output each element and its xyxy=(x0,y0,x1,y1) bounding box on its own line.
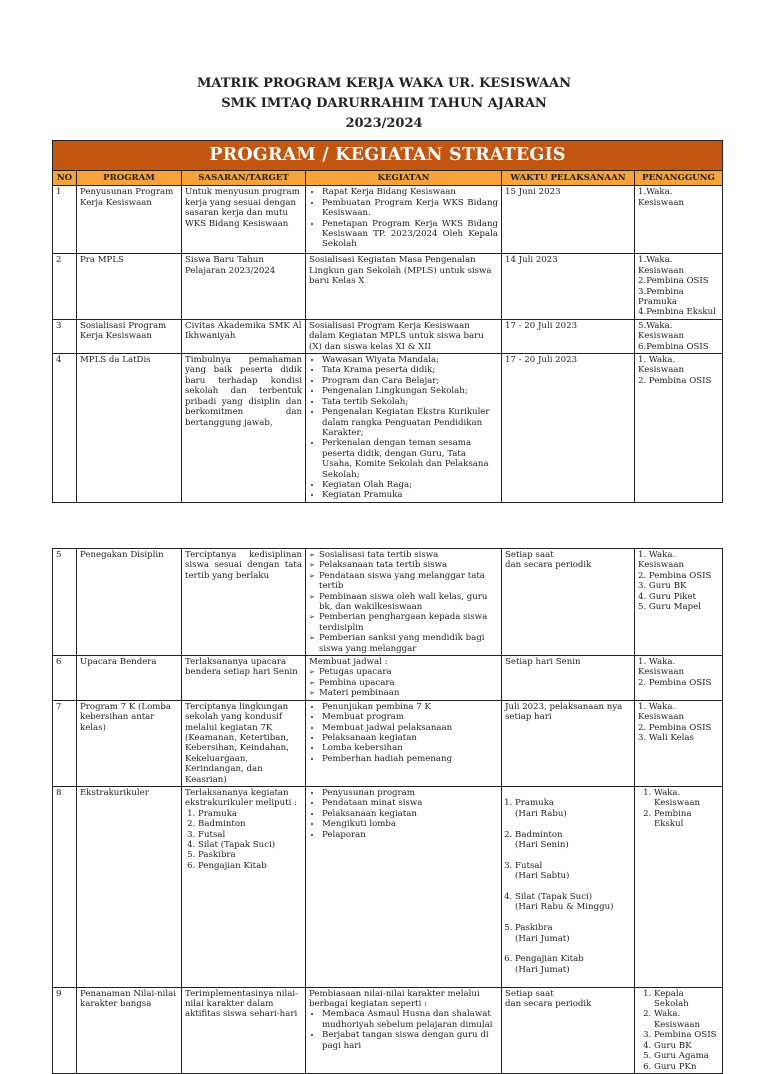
col-time: WAKTU PELAKSANAAN xyxy=(502,171,635,186)
pic-item: 1. Kepala Sekolah xyxy=(654,989,719,1010)
activity-item: ➢ Pendataan siswa yang melanggar tata tertib xyxy=(319,571,498,592)
time-item: 1. Pramuka (Hari Rabu) xyxy=(515,798,631,819)
activity-item: • Penyusunan program xyxy=(322,788,498,798)
banner-title: PROGRAM / KEGIATAN STRATEGIS xyxy=(53,141,723,171)
activity-item: ➢ Pemberian penghargaan kepada siswa terdisiplin xyxy=(319,612,498,633)
row-activities: Sosialisasi Kegiatan Masa Pengenalan Lingkun gan Sekolah (MPLS) untuk siswa baru Kelas X xyxy=(306,254,502,319)
activity-item: • Tata Krama peserta didik; xyxy=(322,365,498,375)
row-time: Setiap hari Senin xyxy=(502,656,635,701)
row-program: Pra MPLS xyxy=(77,254,182,319)
activity-item: • Lomba kebersihan xyxy=(322,743,498,753)
row-program: Program 7 K (Lomba kebersihan antar kelas) xyxy=(77,700,182,786)
row-no: 2 xyxy=(53,254,77,319)
table-row xyxy=(53,186,723,254)
activity-item: • Pendataan minat siswa xyxy=(322,798,498,808)
row-no: 3 xyxy=(53,319,77,353)
row-target xyxy=(182,786,306,987)
row-activities xyxy=(306,987,502,1073)
time-item: 2. Badminton (Hari Senin) xyxy=(515,830,631,851)
activity-item: • Tata tertib Sekolah; xyxy=(322,397,498,407)
row-program: MPLS da LatDis xyxy=(77,354,182,503)
activity-item: • Mengikuti lomba xyxy=(322,819,498,829)
activity-item: ➢ Sosialisasi tata tertib siswa xyxy=(319,550,498,560)
row-time: 17 - 20 Juli 2023 xyxy=(502,354,635,503)
row-time: 15 Juni 2023 xyxy=(502,186,635,254)
table-header-row xyxy=(53,171,723,186)
table-row xyxy=(53,254,723,319)
row-time: 14 Juli 2023 xyxy=(502,254,635,319)
row-target: Civitas Akademika SMK Al Ikhwaniyah xyxy=(182,319,306,353)
activity-item: • Wawasan Wiyata Mandala; xyxy=(322,355,498,365)
table-row xyxy=(53,549,723,656)
activity-item: ➢ Pembina upacara xyxy=(319,678,498,688)
row-activities xyxy=(306,656,502,701)
title-line-1: MATRIK PROGRAM KERJA WAKA UR. KESISWAAN xyxy=(196,76,572,91)
pic-item: 2. Waka. Kesiswaan xyxy=(654,1009,719,1030)
row-activities xyxy=(306,700,502,786)
row-no: 4 xyxy=(53,354,77,503)
target-item: 5. Paskibra xyxy=(198,850,302,860)
activity-item: ➢ Pembinaan siswa oleh wali kelas, guru bk, dan wakilkesiswaan xyxy=(319,592,498,613)
target-intro: Terlaksananya kegiatan ekstrakurikuler meliputi : xyxy=(185,787,297,809)
table-row xyxy=(53,656,723,701)
row-program: Sosialisasi Program Kerja Kesiswaan xyxy=(77,319,182,353)
col-pic: PENANGGUNG xyxy=(635,171,723,186)
row-time: 17 - 20 Juli 2023 xyxy=(502,319,635,353)
row-pic: 5.Waka. Kesiswaan 6.Pembina OSIS xyxy=(635,319,723,353)
time-item: 5. Paskibra (Hari Jumat) xyxy=(515,923,631,944)
row-no: 6 xyxy=(53,656,77,701)
activity-item: • Rapat Kerja Bidang Kesiswaan xyxy=(322,187,498,197)
title-line-3: 2023/2024 xyxy=(345,116,423,131)
time-item: 4. Silat (Tapak Suci) (Hari Rabu & Minggu) xyxy=(515,892,631,913)
strategic-table-page2 xyxy=(52,548,723,1074)
row-activities xyxy=(306,549,502,656)
row-program: Upacara Bendera xyxy=(77,656,182,701)
activity-item: • Pengenalan Lingkungan Sekolah; xyxy=(322,386,498,396)
row-time: Setiap saat dan secara periodik xyxy=(502,549,635,656)
activity-item: • Pelaksanaan kegiatan xyxy=(322,809,498,819)
activity-item: • Membuat jadwal pelaksanaan xyxy=(322,723,498,733)
table-row xyxy=(53,319,723,353)
activity-item: • Membuat program xyxy=(322,712,498,722)
table-row xyxy=(53,786,723,987)
col-program: PROGRAM xyxy=(77,171,182,186)
table-row xyxy=(53,354,723,503)
pic-item: 5. Guru Agama xyxy=(654,1051,719,1061)
activity-item: • Penetapan Program Kerja WKS Bidang Kesiswaan TP. 2023/2024 Oleh Kepala Sekolah xyxy=(322,219,498,250)
row-no: 8 xyxy=(53,786,77,987)
activity-item: • Pelaksanaan kegiatan xyxy=(322,733,498,743)
activity-item: • Pembuatan Program Kerja WKS Bidang Kesiswaan. xyxy=(322,198,498,219)
row-program: Penyusunan Program Kerja Kesiswaan xyxy=(77,186,182,254)
activity-item: • Perkenalan dengan teman sesama peserta didik, dengan Guru, Tata Usaha, Komite Sekolah dan Pelaksana Sekolah; xyxy=(322,438,498,480)
table-row xyxy=(53,700,723,786)
row-target: Terciptanya kedisiplinan siswa sesuai dengan tata tertib yang berlaku xyxy=(182,549,306,656)
activity-item: • Membaca Asmaul Husna dan shalawat mudhoriyah sebelum pelajaran dimulai xyxy=(322,1009,498,1030)
time-item: 6. Pengajian Kitab (Hari Jumat) xyxy=(515,954,631,975)
activity-item: • Berjabat tangan siswa dengan guru di pagi hari xyxy=(322,1030,498,1051)
target-item: 3. Futsal xyxy=(198,830,302,840)
row-activities xyxy=(306,786,502,987)
pic-item: 4. Guru BK xyxy=(654,1041,719,1051)
row-target: Untuk menyusun program kerja yang sesuai dengan sasaran kerja dan mutu WKS Bidang Kesiswaan xyxy=(182,186,306,254)
row-program: Penanaman Nilai-nilai karakter bangsa xyxy=(77,987,182,1073)
activity-item: ➢ Pemberian sanksi yang mendidik bagi siswa yang melanggar xyxy=(319,633,498,654)
row-activities xyxy=(306,186,502,254)
row-no: 9 xyxy=(53,987,77,1073)
row-pic: 1. Waka. Kesiswaan 2. Pembina OSIS xyxy=(635,354,723,503)
pic-item: 2. Pembina Ekskul xyxy=(654,809,719,830)
row-target: Terlaksananya upacara bendera setiap hari Senin xyxy=(182,656,306,701)
row-pic: 1. Waka. Kesiswaan 2. Pembina OSIS 3. Wali Kelas xyxy=(635,700,723,786)
activity-item: • Pemberhan hadiah pemenang xyxy=(322,754,498,764)
row-pic xyxy=(635,987,723,1073)
row-pic: 1. Waka. Kesiswaan 2. Pembina OSIS 3. Guru BK 4. Guru Piket 5. Guru Mapel xyxy=(635,549,723,656)
row-pic xyxy=(635,786,723,987)
activity-item: • Pelaporan xyxy=(322,830,498,840)
pic-item: 3. Pembina OSIS xyxy=(654,1030,719,1040)
title-line-2: SMK IMTAQ DARURRAHIM TAHUN AJARAN xyxy=(221,96,547,111)
row-pic: 1.Waka. Kesiswaan 2.Pembina OSIS 3.Pembina Pramuka 4.Pembina Ekskul xyxy=(635,254,723,319)
row-pic: 1. Waka. Kesiswaan 2. Pembina OSIS xyxy=(635,656,723,701)
table-row xyxy=(53,987,723,1073)
col-no: NO xyxy=(53,171,77,186)
pic-item: 6. Guru PKn xyxy=(654,1062,719,1072)
time-item: 3. Futsal (Hari Sabtu) xyxy=(515,861,631,882)
target-item: 4. Silat (Tapak Suci) xyxy=(198,840,302,850)
activity-item: ➢ Materi pembinaan xyxy=(319,688,498,698)
table-banner xyxy=(53,141,723,171)
target-item: 6. Pengajian Kitab xyxy=(198,861,302,871)
row-no: 1 xyxy=(53,186,77,254)
row-time: Juli 2023, pelaksanaan nya setiap hari xyxy=(502,700,635,786)
activity-item: • Kegiatan Olah Raga; xyxy=(322,480,498,490)
row-target: Terimplementasinya nilai-nilai karakter dalam aktifitas siswa sehari-hari xyxy=(182,987,306,1073)
row-target: Terciptanya lingkungan sekolah yang kondusif melalui kegiatan 7K (Keamanan, Ketertiban, Kebersihan, Keindahan, Kekeluargaan, Kerindangan, dan Keasrian) xyxy=(182,700,306,786)
row-time: Setiap saat dan secara periodik xyxy=(502,987,635,1073)
col-target: SASARAN/TARGET xyxy=(182,171,306,186)
row-activities: Sosialisasi Program Kerja Kesiswaan dalam Kegiatan MPLS untuk siswa baru (X) dan siswa kelas XI & XII xyxy=(306,319,502,353)
activity-item: • Kegiatan Pramuka xyxy=(322,490,498,500)
activity-intro: Pembiasaan nilai-nilai karakter melalui berbagai kegiatan seperti : xyxy=(309,988,480,1010)
row-time xyxy=(502,786,635,987)
strategic-table-page1 xyxy=(52,140,723,503)
activity-item: • Program dan Cara Belajar; xyxy=(322,376,498,386)
row-activities xyxy=(306,354,502,503)
row-no: 7 xyxy=(53,700,77,786)
row-target: Siswa Baru Tahun Pelajaran 2023/2024 xyxy=(182,254,306,319)
activity-item: ➢ Petugas upacara xyxy=(319,667,498,677)
target-item: 1. Pramuka xyxy=(198,809,302,819)
row-target: Timbulnya pemahaman yang baik peserta didik baru terhadap kondisi sekolah dan terbentuk pribadi yang disiplin dan berkomitmen dan bertanggung jawab, xyxy=(182,354,306,503)
row-no: 5 xyxy=(53,549,77,656)
row-program: Ekstrakurikuler xyxy=(77,786,182,987)
row-program: Penegakan Disiplin xyxy=(77,549,182,656)
activity-item: • Pengenalan Kegiatan Ekstra Kurikuler dalam rangka Penguatan Pendidikan Karakter; xyxy=(322,407,498,438)
activity-item: ➢ Pelaksanaan tata tertib siswa xyxy=(319,560,498,570)
col-activity: KEGIATAN xyxy=(306,171,502,186)
pic-item: 1. Waka. Kesiswaan xyxy=(654,788,719,809)
row-pic: 1.Waka. Kesiswaan xyxy=(635,186,723,254)
target-item: 2. Badminton xyxy=(198,819,302,829)
activity-item: • Penunjukan pembina 7 K xyxy=(322,702,498,712)
activity-intro: Membuat jadwal : xyxy=(309,657,388,668)
